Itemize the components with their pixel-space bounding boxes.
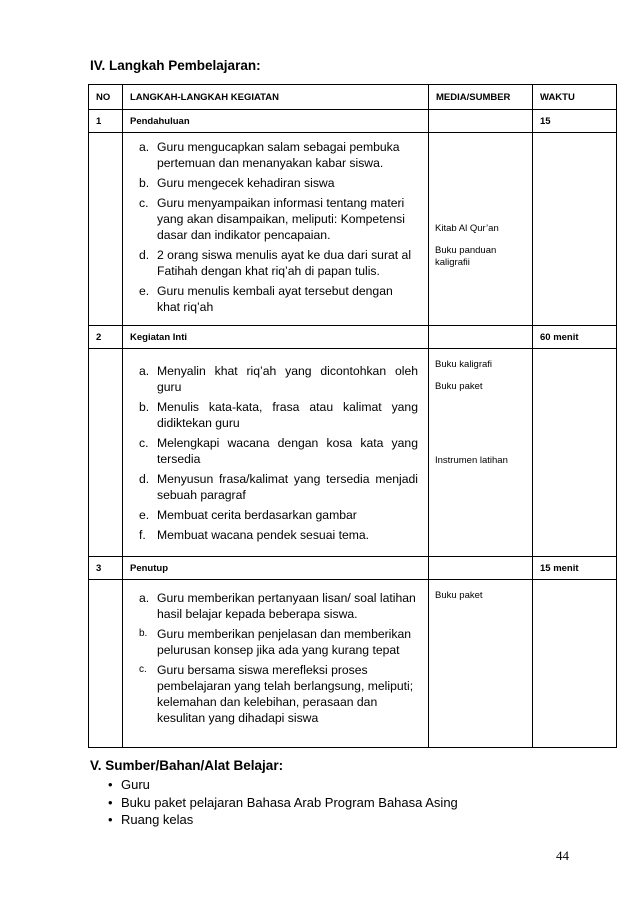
list-item: • Guru bbox=[108, 777, 150, 792]
list-item: b. Guru mengecek kehadiran siswa bbox=[139, 176, 335, 190]
list-item: • Buku paket pelajaran Bahasa Arab Program Bahasa Asing bbox=[108, 794, 458, 810]
section-row-pendahuluan bbox=[89, 110, 617, 133]
list-item: a. Menyalin khat riq’ah yang dicontohkan oleh guru bbox=[139, 364, 418, 394]
steps-list bbox=[123, 580, 428, 736]
media-item: Buku panduan bbox=[435, 245, 497, 256]
list-item: • Ruang kelas bbox=[108, 812, 194, 827]
media-item: Buku kaligrafi bbox=[435, 359, 493, 370]
section-no: 3 bbox=[89, 557, 123, 580]
section-time: 15 menit bbox=[533, 557, 617, 580]
resources-list bbox=[108, 776, 458, 829]
media-cell bbox=[429, 349, 533, 557]
steps-list bbox=[123, 133, 428, 325]
section-name: Pendahuluan bbox=[123, 110, 429, 133]
lesson-steps-table bbox=[88, 84, 617, 748]
bullet-icon: • bbox=[108, 794, 113, 810]
header-time: WAKTU bbox=[533, 85, 617, 110]
section-no: 2 bbox=[89, 326, 123, 349]
media-item: Buku paket bbox=[435, 381, 483, 392]
section-time: 60 menit bbox=[533, 326, 617, 349]
list-item: c. Melengkapi wacana dengan kosa kata yang tersedia bbox=[139, 436, 418, 466]
header-media: MEDIA/SUMBER bbox=[429, 85, 533, 110]
list-item: c. Guru bersama siswa merefleksi proses pembelajaran yang telah berlangsung, meliputi; kelemahan dan kelebihan, perasaan dan kesulitan yang dihadapi siswa bbox=[139, 663, 414, 725]
bullet-icon: • bbox=[108, 812, 113, 827]
media-cell bbox=[429, 133, 533, 326]
section-time: 15 bbox=[533, 110, 617, 133]
steps-row-pendahuluan bbox=[89, 133, 617, 326]
list-item: f. Membuat wacana pendek sesuai tema. bbox=[139, 528, 370, 542]
list-item: d. Menyusun frasa/kalimat yang tersedia menjadi sebuah paragraf bbox=[139, 472, 418, 502]
steps-list bbox=[123, 349, 428, 553]
section-no: 1 bbox=[89, 110, 123, 133]
section-5-title: V. Sumber/Bahan/Alat Belajar: bbox=[90, 758, 284, 773]
header-no: NO bbox=[89, 85, 123, 110]
list-item: e. Guru menulis kembali ayat tersebut dengan khat riq’ah bbox=[139, 284, 393, 314]
media-item: Kitab Al Qur’an bbox=[435, 223, 499, 234]
header-activities: LANGKAH-LANGKAH KEGIATAN bbox=[123, 85, 429, 110]
bullet-icon: • bbox=[108, 777, 113, 792]
list-item: a. Guru memberikan pertanyaan lisan/ soal latihan hasil belajar kepada beberapa siswa. bbox=[139, 591, 416, 621]
list-item: b. Menulis kata-kata, frasa atau kalimat yang didiktekan guru bbox=[139, 400, 418, 430]
list-item: c. Guru menyampaikan informasi tentang materi yang akan disampaikan, meliputi: Kompetensi dasar dan indikator pencapaian. bbox=[139, 196, 405, 242]
page-number: 44 bbox=[556, 848, 569, 863]
section-name: Penutup bbox=[123, 557, 429, 580]
list-item: b. Guru memberikan penjelasan dan memberikan pelurusan konsep jika ada yang kurang tepat bbox=[139, 627, 412, 657]
section-row-penutup bbox=[89, 557, 617, 580]
table-header-row bbox=[89, 85, 617, 110]
media-item: Instrumen latihan bbox=[435, 455, 508, 466]
list-item: d. 2 orang siswa menulis ayat ke dua dari surat al Fatihah dengan khat riq’ah di papan tulis. bbox=[139, 248, 412, 278]
media-item: kaligrafii bbox=[435, 257, 470, 268]
steps-row-kegiatan-inti bbox=[89, 349, 617, 557]
section-row-kegiatan-inti bbox=[89, 326, 617, 349]
section-name: Kegiatan Inti bbox=[123, 326, 429, 349]
steps-row-penutup bbox=[89, 580, 617, 748]
list-item: a. Guru mengucapkan salam sebagai pembuka pertemuan dan menanyakan kabar siswa. bbox=[139, 140, 400, 170]
list-item: e. Membuat cerita berdasarkan gambar bbox=[139, 508, 357, 522]
section-4-title: IV. Langkah Pembelajaran: bbox=[90, 58, 261, 73]
media-cell bbox=[429, 580, 533, 748]
media-item: Buku paket bbox=[435, 590, 483, 601]
